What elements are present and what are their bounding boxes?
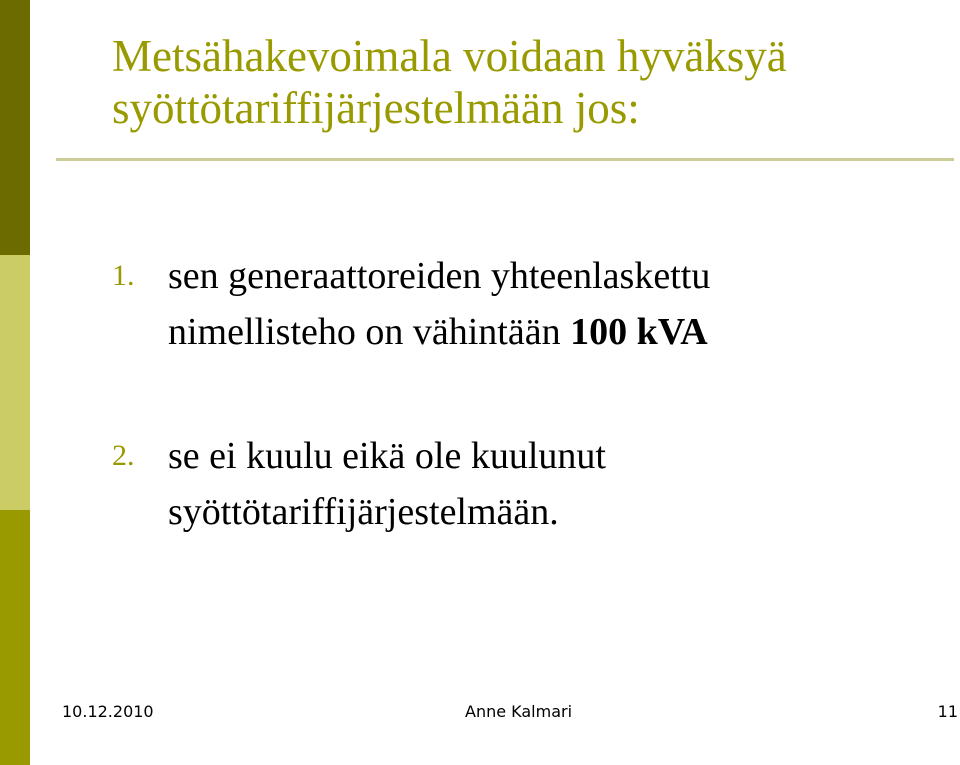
item-number-1: 1.: [112, 259, 135, 292]
footer-date: 10.12.2010: [62, 702, 154, 721]
item-2-line-2: syöttötariffijärjestelmään.: [168, 491, 559, 533]
item-1-line-1: sen generaattoreiden yhteenlaskettu: [168, 255, 711, 297]
slide-title-line-2: syöttötariffijärjestelmään jos:: [112, 83, 640, 133]
condition-item-1: [112, 248, 932, 360]
slide-title: [112, 30, 952, 134]
slide-footer: [62, 700, 960, 724]
item-number-2: 2.: [112, 439, 135, 472]
sidebar-segment-mid: [0, 510, 30, 765]
item-1-line-2: nimellisteho on vähintään: [168, 311, 571, 353]
slide-title-line-1: Metsähakevoimala voidaan hyväksyä: [112, 31, 787, 81]
title-divider: [56, 158, 954, 161]
sidebar-segment-dark: [0, 0, 30, 255]
condition-item-2: [112, 428, 932, 540]
item-1-emphasis: 100 kVA: [570, 311, 708, 353]
sidebar-segment-light: [0, 255, 30, 510]
footer-page-number: 11: [937, 702, 958, 721]
footer-author: Anne Kalmari: [465, 702, 573, 721]
sidebar-color-bar: [0, 0, 30, 765]
condition-list: [112, 248, 932, 540]
item-2-line-1: se ei kuulu eikä ole kuulunut: [168, 435, 606, 477]
